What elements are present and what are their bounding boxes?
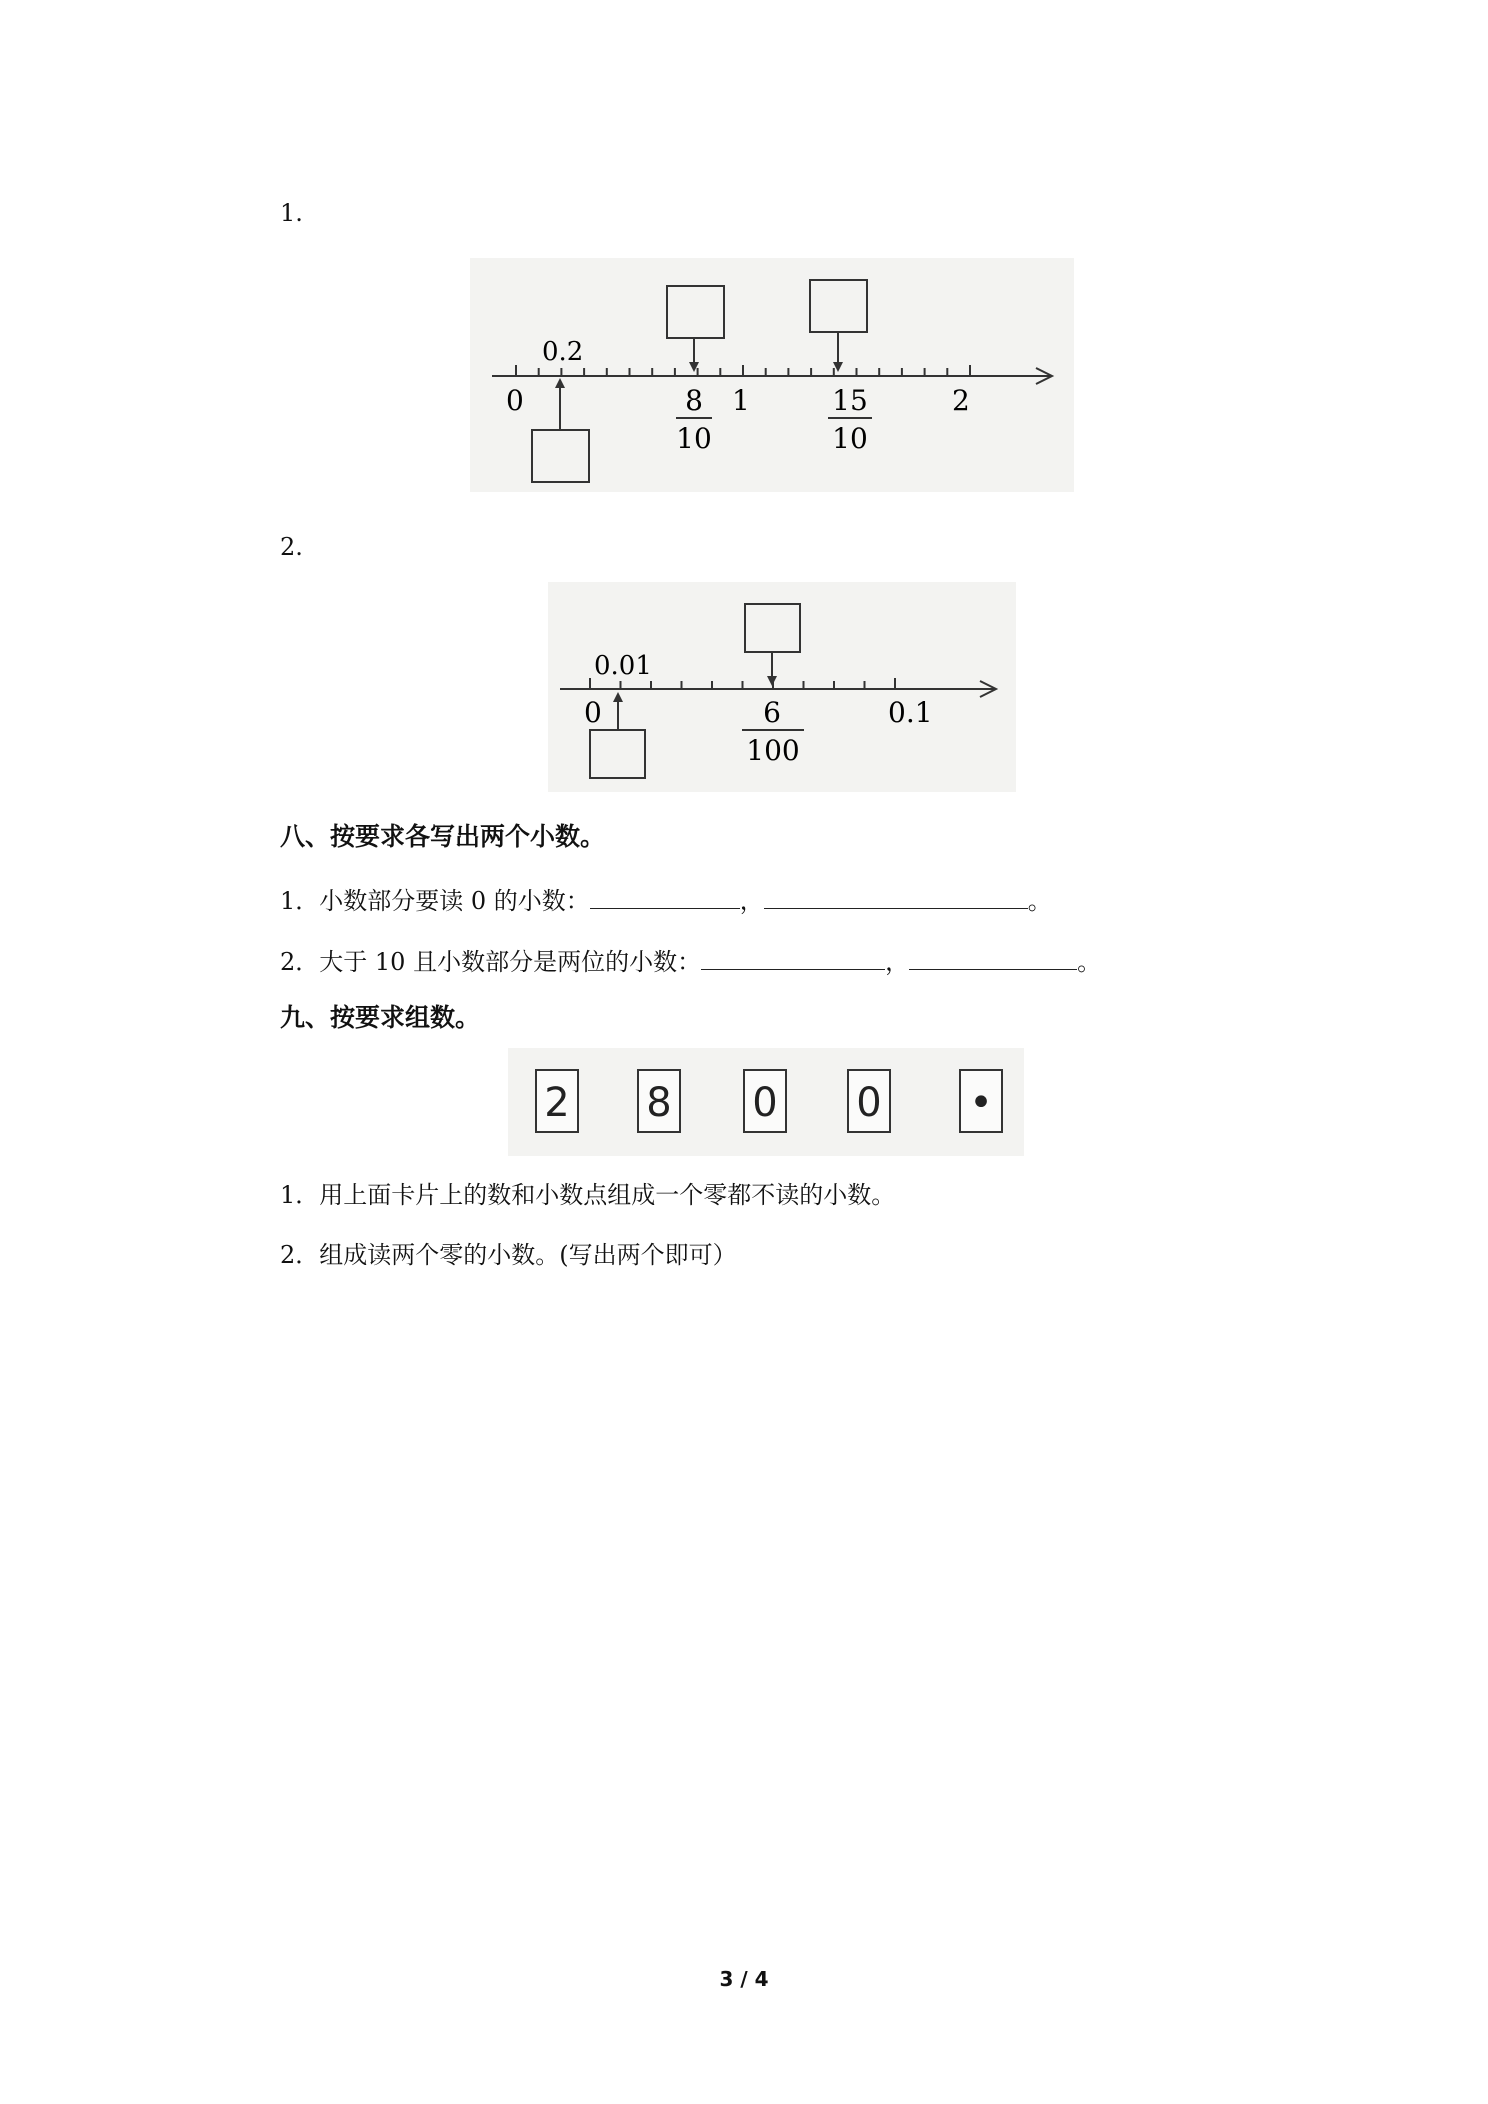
answer-box[interactable]: [667, 286, 724, 338]
separator: ，: [739, 887, 764, 915]
answer-blank[interactable]: [590, 886, 740, 909]
tick-label: 1: [732, 384, 750, 417]
tick-label: 2: [952, 384, 970, 417]
digit-card[interactable]: [638, 1070, 680, 1132]
page-number: 3 / 4: [719, 1967, 769, 1991]
fraction-numerator: 8: [685, 384, 703, 417]
question-line: [280, 886, 1052, 916]
answer-blank[interactable]: [764, 886, 1028, 909]
number-line-axis: [492, 365, 1052, 384]
question-text: 2．组成读两个零的小数。(写出两个即可）: [280, 1241, 737, 1269]
question-line: [280, 947, 1101, 977]
tick-label: 0: [506, 384, 524, 417]
question-text: 1．小数部分要读 0 的小数：: [280, 887, 590, 915]
fraction-numerator: 6: [763, 696, 781, 729]
tick-label: 0.01: [594, 651, 652, 681]
tick-label: 0.2: [542, 337, 584, 367]
digit-card[interactable]: [744, 1070, 786, 1132]
answer-box[interactable]: [532, 430, 589, 482]
fraction-denominator: 10: [832, 422, 868, 455]
section-heading: 八、按要求各写出两个小数。: [280, 822, 606, 851]
card-digit: 0: [856, 1080, 882, 1126]
digit-card[interactable]: [536, 1070, 578, 1132]
fraction-numerator: 15: [832, 384, 868, 417]
digit-cards-figure: [508, 1048, 1024, 1156]
number-line-figure-1: [470, 258, 1074, 492]
item-number: 2.: [280, 533, 303, 561]
answer-box[interactable]: [590, 730, 645, 778]
card-digit: 2: [544, 1080, 570, 1126]
answer-box[interactable]: [810, 280, 867, 332]
digit-card[interactable]: [848, 1070, 890, 1132]
fraction-denominator: 10: [676, 422, 712, 455]
answer-blank[interactable]: [701, 947, 885, 970]
card-digit: 0: [752, 1080, 778, 1126]
separator: ，: [885, 948, 910, 976]
end-mark: 。: [1027, 887, 1052, 915]
question-text: 2．大于 10 且小数部分是两位的小数：: [280, 948, 702, 976]
fraction-denominator: 100: [746, 734, 800, 767]
tick-label: 0: [584, 696, 602, 729]
digit-card[interactable]: [960, 1070, 1002, 1132]
section-heading: 九、按要求组数。: [280, 1003, 481, 1032]
card-digit: 8: [646, 1080, 672, 1126]
answer-blank[interactable]: [909, 947, 1077, 970]
card-digit: •: [969, 1080, 993, 1126]
tick-label: 0.1: [888, 696, 933, 729]
number-line-figure-2: [548, 582, 1016, 792]
question-text: 1．用上面卡片上的数和小数点组成一个零都不读的小数。: [280, 1181, 896, 1209]
item-number: 1.: [280, 199, 303, 227]
end-mark: 。: [1077, 948, 1102, 976]
answer-box[interactable]: [745, 604, 800, 652]
